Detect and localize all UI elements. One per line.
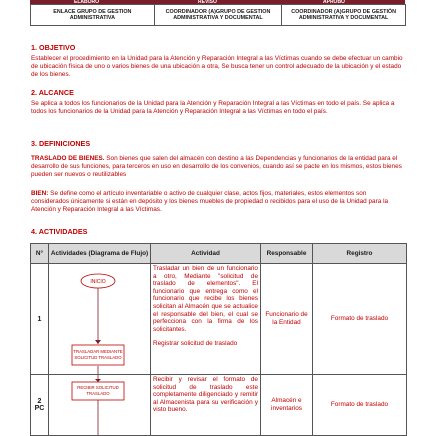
activities-table: [30, 243, 407, 436]
flow-diagram-cell: [49, 375, 151, 436]
definicion-bien: [31, 190, 406, 214]
elaboro-title: ELABORO: [74, 0, 99, 5]
signature-table: [30, 4, 406, 26]
table-row: [31, 264, 407, 375]
activities-header-row: [31, 244, 407, 264]
traslado-term: TRASLADO DE BIENES.: [31, 155, 105, 162]
row-num: 1: [31, 264, 49, 375]
row-responsable: Almacén e inventarios: [261, 375, 313, 436]
row-registro: Formato de traslado: [313, 264, 407, 375]
reviso-value: COORDINADOR (A)GRUPO DE GESTION ADMINISTRATIVA Y DOCUMENTAL: [154, 5, 282, 26]
activity-text-1b: Registrar solicitud de traslado: [153, 340, 238, 348]
row-description: [151, 264, 261, 375]
flow-arrowhead: [95, 340, 101, 344]
header-num: N°: [31, 244, 49, 264]
flow-process-label-line2: SOLICITUD TRASLADO: [74, 355, 122, 360]
table-row: [31, 375, 407, 436]
alcance-text: Se aplica a todos los funcionarios de la Unidad para la Atención y Reparación Integral a las Víctimas en todo el país. Se aplica a todos los funcionarios de la Unidad para la Atención y Reparación Integral a las Víctimas en todo el país.: [31, 100, 395, 116]
definiciones-title: 3. DEFINICIONES: [31, 139, 91, 148]
objetivo-title: 1. OBJETIVO: [31, 43, 76, 52]
row-responsable: Funcionario de la Entidad: [261, 264, 313, 375]
row-registro: Formato de traslado: [313, 375, 407, 436]
aprobo-title: APROBO: [323, 0, 345, 5]
flow-process2-label-line1: RECIBIR SOLICITUD: [77, 385, 119, 390]
bien-text: Se define como el artículo inventariable o activo de cualquier clase, actos fijos, materiales, estos elementos son considerados únicamente si están en depósito y los bienes muebles de propiedad o recibidos para el uso de la Unidad para la Atención y Reparación Integral a las Víctimas.: [31, 190, 389, 214]
flow-diagram-cell: [49, 264, 151, 375]
flow-diagram-2: [49, 375, 148, 435]
bien-term: BIEN:: [31, 190, 49, 197]
header-registro: Registro: [313, 244, 407, 264]
alcance-title: 2. ALCANCE: [31, 88, 74, 97]
row-description: Recibir y revisar el formato de solicitud de traslado este completamente diligenciado y remitir al Almacenista para su verificación y visto bueno.: [151, 375, 261, 436]
flow-start-label: INICIO: [90, 279, 106, 285]
elaboro-value: ENLACE GRUPO DE GESTION ADMINISTRATIVA: [31, 5, 155, 26]
flow-arrowhead-2: [95, 379, 101, 382]
row-num: 2 PC: [31, 375, 49, 436]
flow-process-label-line1: TRASLADAR MEDIANTE: [73, 349, 123, 354]
reviso-title: REVISO: [198, 0, 217, 5]
traslado-text: Son bienes que salen del almacén con destino a las Dependencias y funcionarios de la entidad para el desarrollo de sus funciones, para terceros en uso en desarrollo de los convenios, cuando así se pacte en los mismos, estos bienes pueden ser nuevos o reutilizables: [31, 155, 402, 179]
aprobo-value: COORDINADOR (A)GRUPO DE GESTIÓN ADMINISTRATIVA Y DOCUMENTAL: [282, 5, 406, 26]
header-activity: Actividad: [151, 244, 261, 264]
flow-diagram-1: [49, 264, 148, 374]
activity-text-1: Trasladar un bien de un funcionario a otro, Mediante "solicitud de traslado de elementos". El funcionario que entrega como el funcionario que recibe los bienes solicitan al Almacén que se actualice el responsable del bien, el cual se perfecciona con la firma de los solicitantes.: [153, 265, 258, 333]
header-diagram: Actividades (Diagrama de Flujo): [49, 244, 151, 264]
definicion-traslado: [31, 155, 406, 179]
actividades-title: 4. ACTIVIDADES: [31, 227, 88, 236]
objetivo-text: Establecer el procedimiento en la Unidad para la Atención y Reparación Integral a las Víctimas cuando se debe efectuar un cambio de ubicación física de uno o varios bienes de una ubicación a otra, Se busca tener un control adecuado de la ubicación y el estado de los bienes.: [31, 55, 403, 79]
header-responsable: Responsable: [261, 244, 313, 264]
flow-process2-label-line2: TRASLADO: [86, 391, 110, 396]
